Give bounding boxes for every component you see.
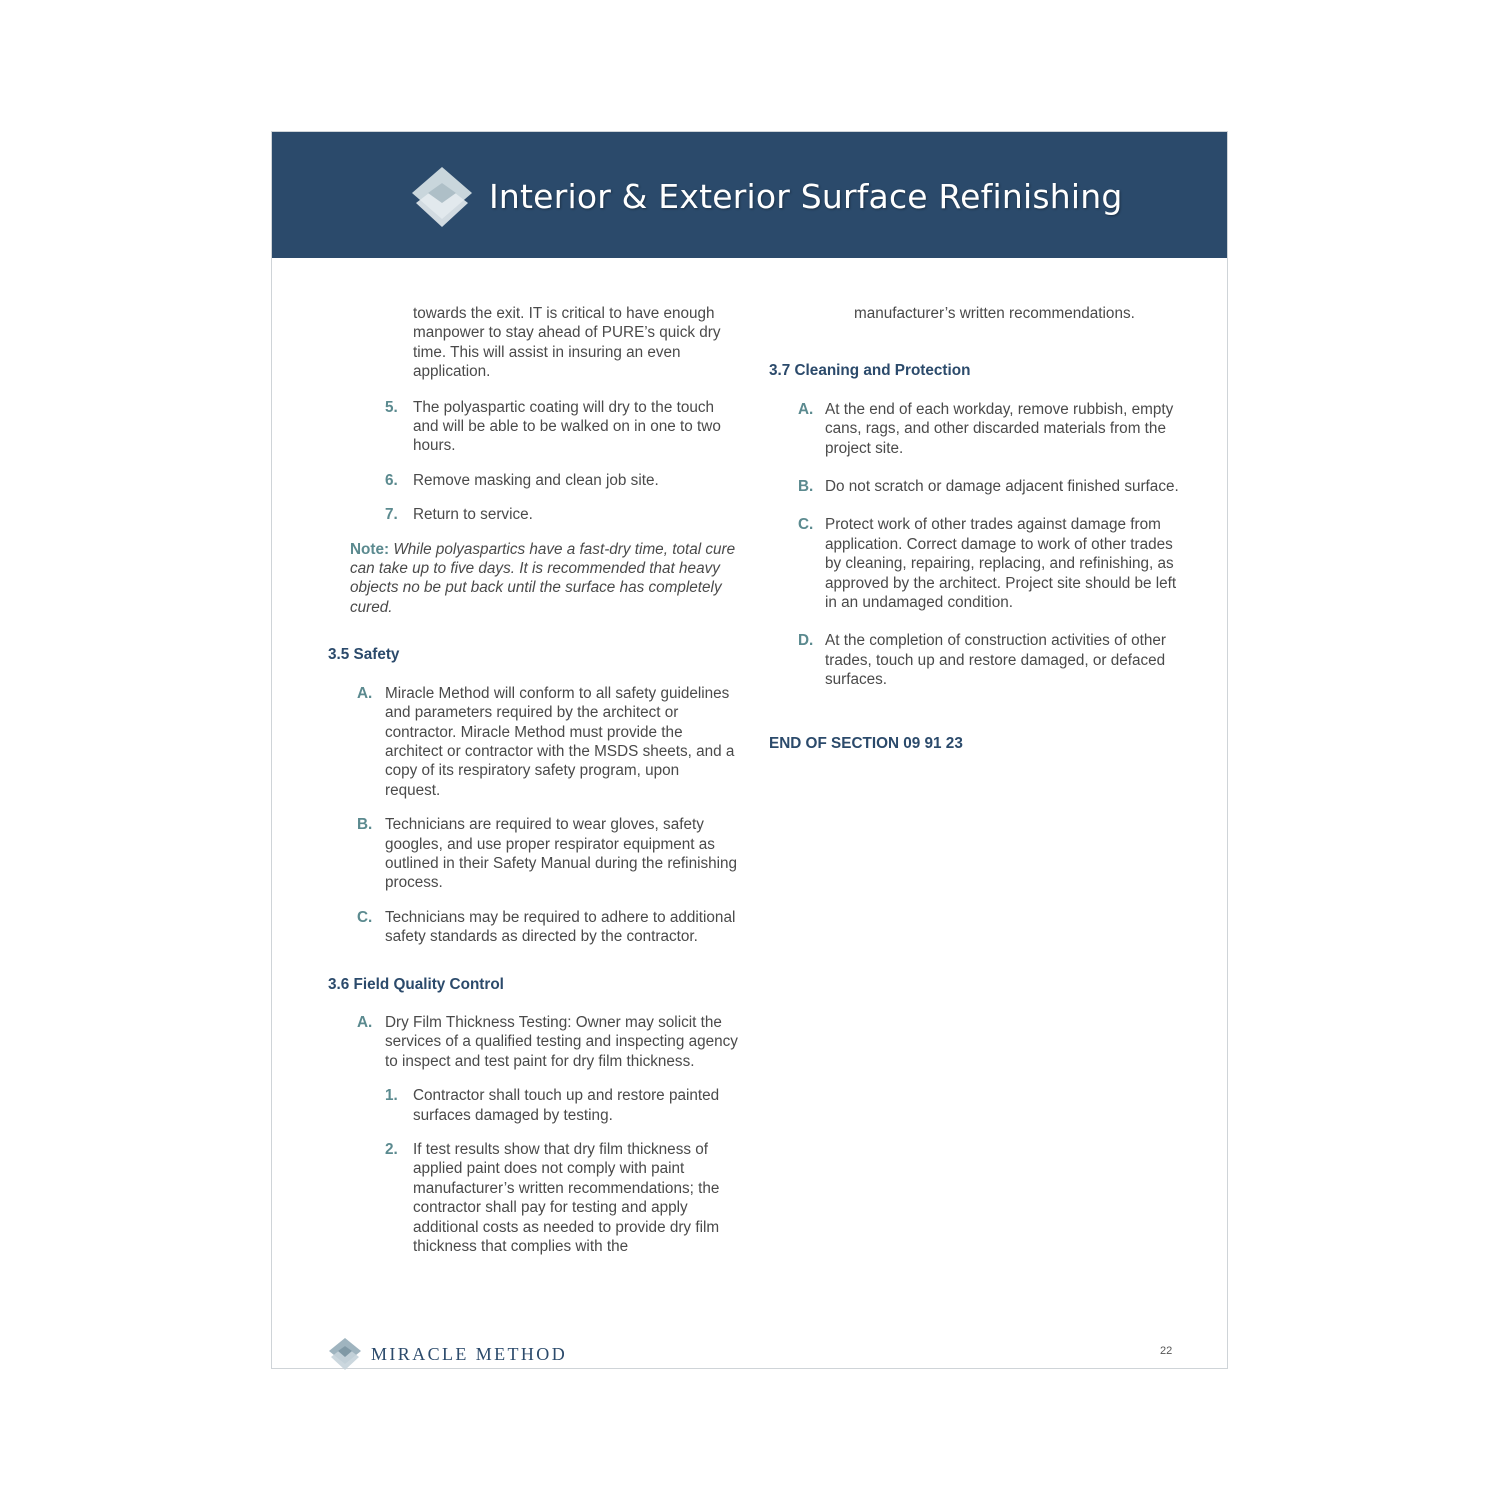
- item-letter: A.: [357, 684, 373, 702]
- continued-paragraph: towards the exit. IT is critical to have enough manpower to stay ahead of PURE’s quick dry time. This will assist in insuring an even application.: [413, 305, 721, 381]
- continued-paragraph: manufacturer’s written recommendations.: [854, 305, 1135, 322]
- item-text: Dry Film Thickness Testing: Owner may solicit the services of a qualified testing and inspecting agency to inspect and test paint for dry film thickness.: [385, 1013, 738, 1070]
- item-text: At the end of each workday, remove rubbish, empty cans, rags, and other discarded materials from the project site.: [825, 400, 1174, 457]
- sub-item: [328, 1086, 738, 1125]
- step-number: 7.: [385, 506, 398, 524]
- item-text: At the completion of construction activities of other trades, touch up and restore damaged, or defaced surfaces.: [825, 632, 1166, 689]
- footer-brand: MIRACLE METHOD: [371, 1344, 568, 1364]
- step-item: [328, 505, 738, 524]
- note-text: While polyaspartics have a fast-dry time, total cure can take up to five days. It is recommended that heavy objects no be put back until the surface has completely cured.: [350, 540, 736, 616]
- list-item: [328, 908, 738, 947]
- item-letter: C.: [357, 908, 373, 926]
- list-item: [328, 684, 738, 800]
- item-letter: C.: [798, 516, 814, 534]
- step-number: 5.: [385, 398, 398, 416]
- step-text: The polyaspartic coating will dry to the touch and will be able to be walked on in one to two hours.: [413, 398, 721, 455]
- item-letter: A.: [798, 400, 814, 418]
- sub-item: [328, 1140, 738, 1256]
- diamond-logo-icon: [410, 165, 474, 229]
- list-item: [769, 400, 1189, 458]
- page-title: Interior & Exterior Surface Refinishing: [489, 177, 1123, 216]
- item-text: Protect work of other trades against damage from application. Correct damage to work of other trades by cleaning, repairing, replacing, and refinishing, as approved by the architect. Project site should be left in an undamaged condition.: [825, 516, 1177, 612]
- page-number: 22: [1160, 1345, 1173, 1357]
- item-letter: A.: [357, 1013, 373, 1031]
- section-heading-quality: 3.6 Field Quality Control: [328, 975, 504, 993]
- item-text: Technicians are required to wear gloves, safety googles, and use proper respirator equipment as outlined in their Safety Manual during the refinishing process.: [385, 816, 738, 892]
- step-item: [328, 471, 738, 490]
- sub-item-text: If test results show that dry film thickness of applied paint does not comply with paint manufacturer’s written recommendations; the contractor shall pay for testing and apply additional costs as needed to provide dry film thickness that complies with the: [413, 1141, 720, 1256]
- header-banner: [272, 132, 1227, 258]
- section-heading-cleaning: 3.7 Cleaning and Protection: [769, 362, 971, 380]
- note-label: Note:: [350, 540, 390, 558]
- item-letter: B.: [798, 478, 814, 496]
- step-text: Return to service.: [413, 506, 533, 524]
- step-item: [328, 398, 738, 456]
- sub-item-number: 2.: [385, 1141, 398, 1158]
- left-column: [328, 304, 738, 1271]
- section-heading-safety: 3.5 Safety: [328, 646, 400, 664]
- sub-item-number: 1.: [385, 1087, 398, 1105]
- step-text: Remove masking and clean job site.: [413, 471, 659, 489]
- list-item: [769, 477, 1189, 496]
- right-column: [769, 304, 1189, 753]
- footer-logo-icon: [328, 1337, 362, 1371]
- end-of-section: END OF SECTION 09 91 23: [769, 734, 963, 752]
- item-letter: B.: [357, 816, 373, 834]
- list-item: [769, 631, 1189, 689]
- sub-item-text: Contractor shall touch up and restore painted surfaces damaged by testing.: [413, 1087, 720, 1124]
- list-item: [769, 515, 1189, 612]
- step-number: 6.: [385, 471, 398, 489]
- note-paragraph: [328, 540, 738, 618]
- item-letter: D.: [798, 632, 814, 650]
- item-text: Do not scratch or damage adjacent finished surface.: [825, 478, 1179, 496]
- list-item: [328, 815, 738, 893]
- list-item: [328, 1013, 738, 1071]
- item-text: Miracle Method will conform to all safety guidelines and parameters required by the architect or contractor. Miracle Method must provide the architect or contractor with the MSDS sheets, and a copy of its respiratory safety program, upon request.: [385, 684, 735, 799]
- item-text: Technicians may be required to adhere to additional safety standards as directed by the contractor.: [385, 908, 736, 946]
- document-page: [271, 131, 1228, 1369]
